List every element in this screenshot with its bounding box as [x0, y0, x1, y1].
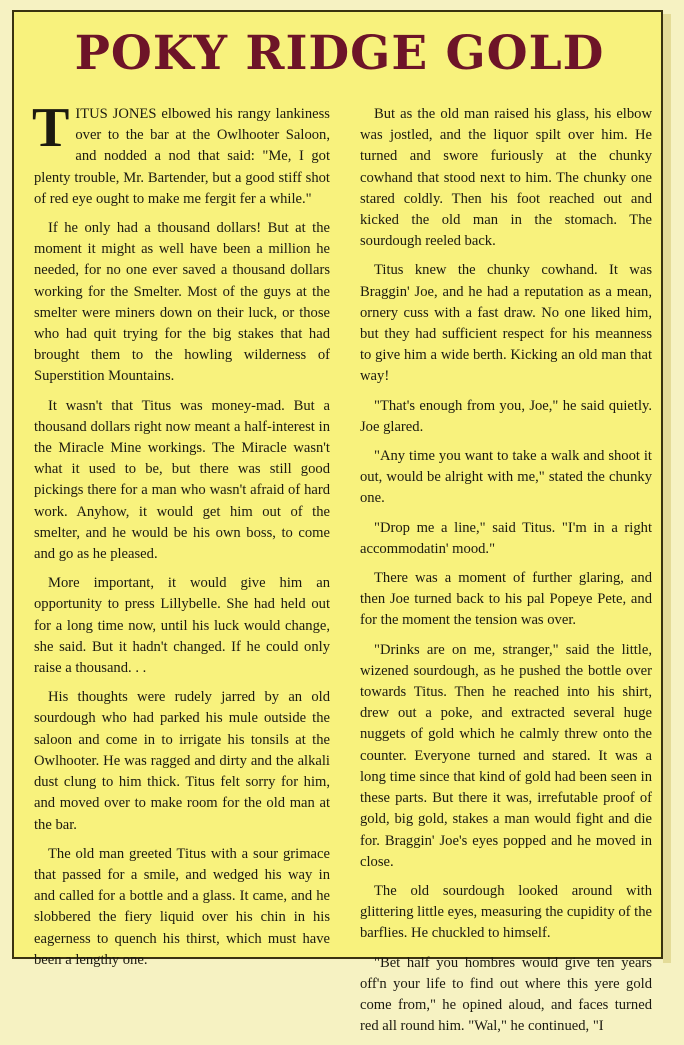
paragraph: If he only had a thousand dollars! But at the moment it might as well have been a million he needed, for no one ever saved a thousand dollars working for the Smelter. Most of the guys at the smelter were miners down on their luck, or those who had quit trying for the big stakes that had brought them to the howling wilderness of Superstition Mountains.	[34, 220, 330, 385]
paragraph: The old sourdough looked around with glittering little eyes, measuring the cupidity of the barflies. He chuckled to himself.	[360, 882, 652, 942]
paragraph-text: ITUS JONES elbowed his rangy lankiness over to the bar at the Owlhooter Saloon, and nodded a nod that said: "Me, I got plenty trouble, Mr. Bartender, but a good stiff shot of red eye ought to make me fergit fer a while."	[34, 106, 330, 207]
paragraph: The old man greeted Titus with a sour grimace that passed for a smile, and wedged his way in and called for a bottle and a glass. It came, and he slobbered the fiery liquid over his chin in his eagerness to quench his thirst, which must have been a lengthy one.	[34, 845, 330, 968]
paragraph: "Drinks are on me, stranger," said the little, wizened sourdough, as he pushed the bottle over towards Titus. Then he reached into his shirt, drew out a poke, and extracted several huge nuggets of gold which he calmly threw onto the counter. Everyone turned and stared. It was a long time since that kind of gold had been seen in these parts. But there it was, irrefutable proof of gold, big gold, stakes a man would fight and die for. Braggin' Joe's eyes popped and he moved in close.	[360, 641, 652, 870]
paragraph: His thoughts were rudely jarred by an old sourdough who had parked his mule outside the saloon and come in to irrigate his tonsils at the Owlhooter. He was ragged and dirty and the alkali dust clung to him thick. Titus felt sorry for him, and moved over to make room for the old man at the bar.	[34, 689, 330, 833]
right-column	[360, 104, 652, 1045]
paragraph: "That's enough from you, Joe," he said quietly. Joe glared.	[360, 397, 652, 435]
paragraph: More important, it would give him an opportunity to press Lillybelle. She had held out for a long time now, until his luck would change, she said. But it hadn't changed. If he could only raise a thousand. . .	[34, 575, 330, 677]
paragraph: "Bet half you hombres would give ten years off'n your life to find out where this yere gold come from," he opined aloud, and faces turned red all round him. "Wal," he continued, "I	[360, 954, 652, 1035]
story-panel	[12, 10, 663, 1035]
left-column	[32, 97, 330, 979]
paragraph: Titus knew the chunky cowhand. It was Braggin' Joe, and he had a reputation as a mean, ornery cuss with a fast draw. No one liked him, but they had sufficient respect for his meanness to give him a wide berth. Kicking an old man that way!	[360, 262, 652, 385]
paragraph: It wasn't that Titus was money-mad. But a thousand dollars right now meant a half-interest in the Miracle Mine workings. The Miracle wasn't what it used to be, but there was still good pickings there for a man who wasn't afraid of hard work. Anyhow, it would get him out of the smelter, and he would be his own boss, to come and go as he pleased.	[34, 397, 330, 563]
page-edge-shadow	[663, 14, 671, 963]
paragraph: But as the old man raised his glass, his elbow was jostled, and the liquor spilt over him. He turned and swore furiously at the chunky cowhand that stood next to him. The chunky one stared coldly. Then his foot reached out and kicked the old man in the stomach. The sourdough reeled back.	[360, 106, 652, 250]
paragraph: "Any time you want to take a walk and shoot it out, would be alright with me," stated the chunky one.	[360, 448, 652, 507]
drop-cap: T	[32, 97, 70, 159]
paragraph: "Drop me a line," said Titus. "I'm in a right accommodatin' mood."	[360, 519, 652, 557]
story-title: POKY RIDGE GOLD	[74, 26, 605, 81]
paragraph: There was a moment of further glaring, and then Joe turned back to his pal Popeye Pete, and for the moment the tension was over.	[360, 570, 652, 629]
paragraph	[32, 97, 330, 210]
